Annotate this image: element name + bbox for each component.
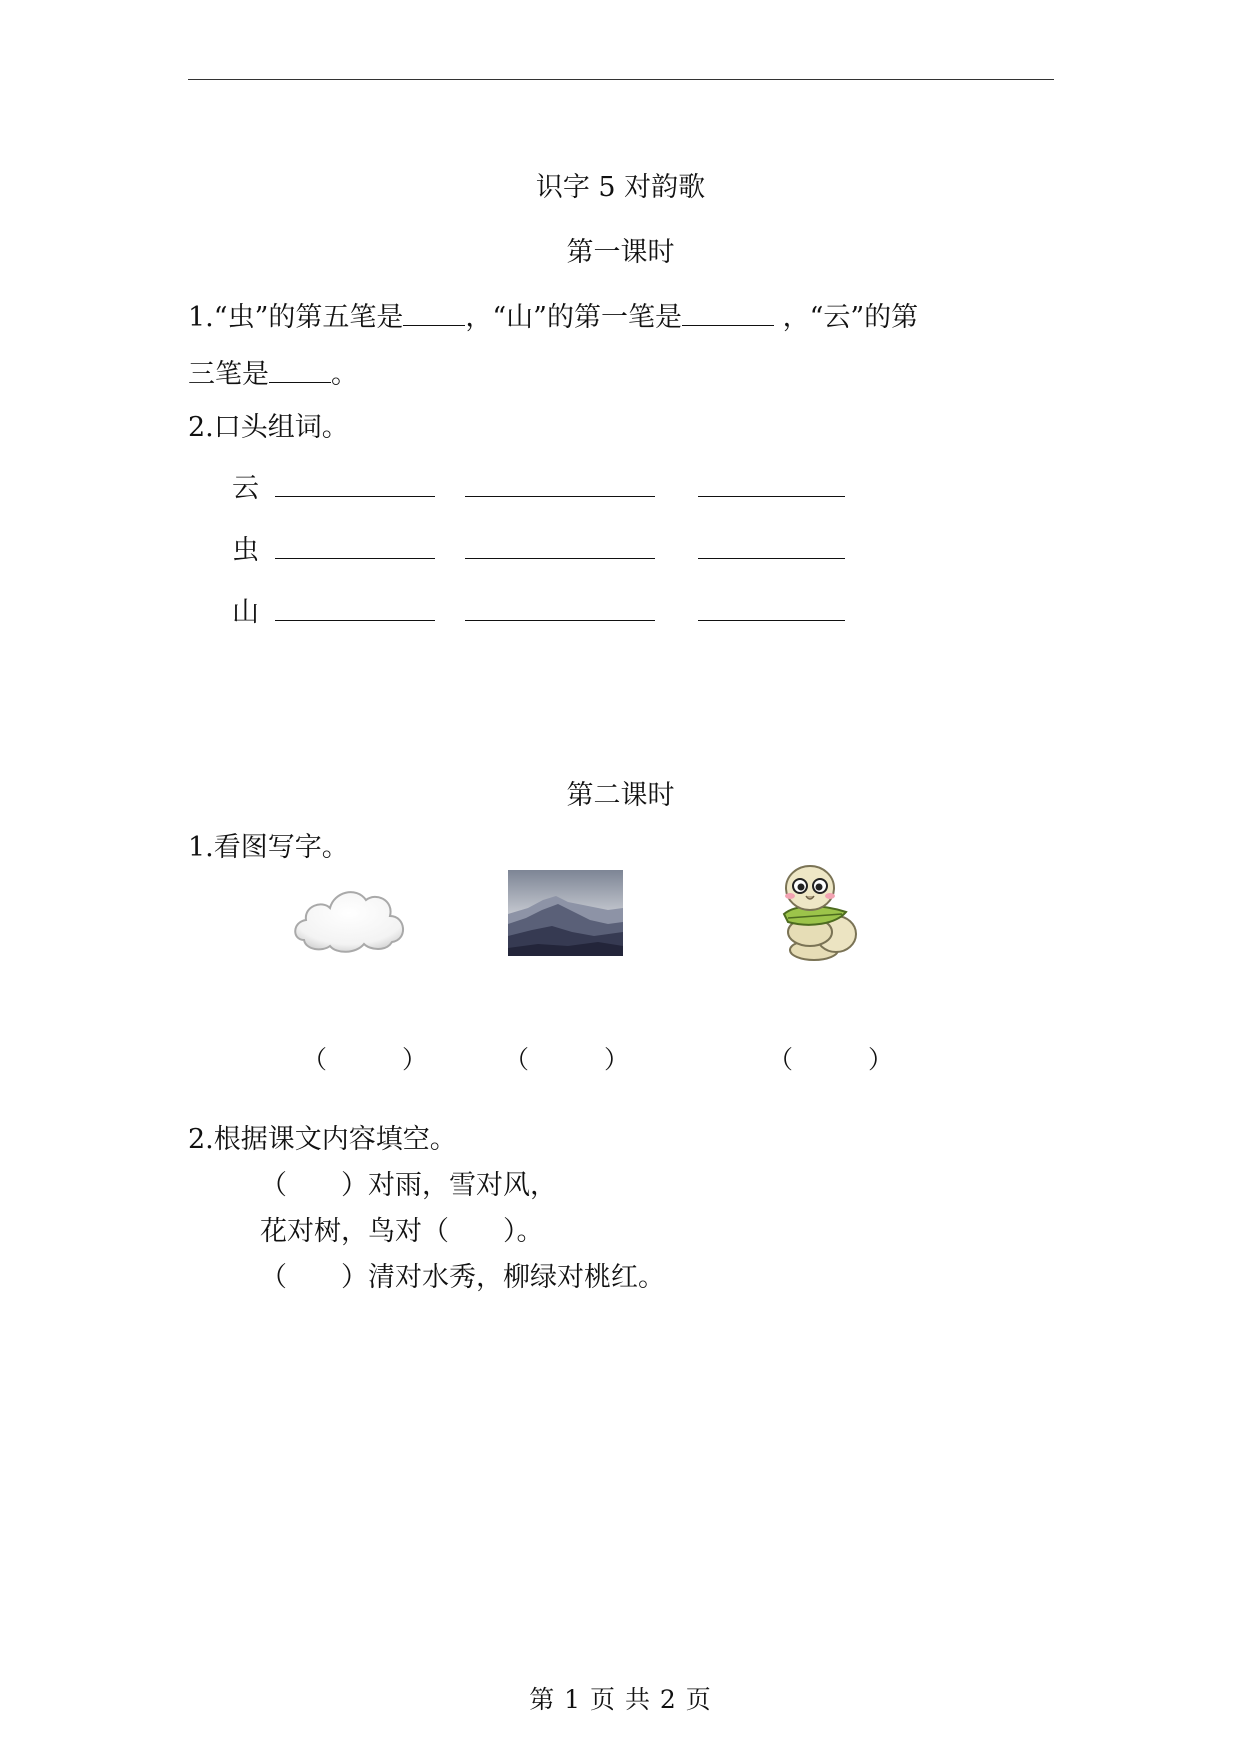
word-blank[interactable] xyxy=(698,620,845,621)
word-blank[interactable] xyxy=(275,496,435,497)
word-blank[interactable] xyxy=(465,496,655,497)
word-blank[interactable] xyxy=(465,558,655,559)
lesson2-q2-label: 2.根据课文内容填空。 xyxy=(188,1124,457,1155)
word-char-chong: 虫 xyxy=(232,535,259,566)
lesson2-q1-label: 1.看图写字。 xyxy=(188,832,349,863)
q1-text-d: 三笔是 xyxy=(188,359,269,390)
lesson1-q1-line1 xyxy=(188,295,918,334)
header-rule xyxy=(188,79,1054,80)
picture-answer-2[interactable]: （ ） xyxy=(504,1045,630,1074)
word-blank[interactable] xyxy=(698,558,845,559)
word-blank[interactable] xyxy=(275,620,435,621)
lesson2-heading: 第二课时 xyxy=(566,780,675,811)
stroke-blank-3[interactable] xyxy=(269,358,331,383)
q1-text-a: 1.“虫”的第五笔是 xyxy=(188,302,404,333)
cloud-picture xyxy=(290,878,410,958)
lesson1-heading: 第一课时 xyxy=(566,237,675,268)
word-blank[interactable] xyxy=(275,558,435,559)
caterpillar-picture xyxy=(770,862,868,962)
stroke-blank-2[interactable] xyxy=(682,301,774,326)
mountain-picture xyxy=(508,870,623,956)
page-footer: 第 1 页 共 2 页 xyxy=(529,1685,712,1714)
lesson1-q1-line2 xyxy=(188,352,358,391)
poem-fill-line-1[interactable]: （ ）对雨，雪对风， xyxy=(260,1170,557,1201)
lesson1-q2-label: 2.口头组词。 xyxy=(188,412,349,443)
poem-fill-line-2[interactable]: 花对树，鸟对（ ）。 xyxy=(260,1216,544,1247)
page-title: 识字 5 对韵歌 xyxy=(535,172,706,203)
picture-answer-3[interactable]: （ ） xyxy=(768,1045,894,1074)
q1-text-b: ，“山”的第一笔是 xyxy=(465,302,682,333)
picture-answer-1[interactable]: （ ） xyxy=(302,1045,428,1074)
stroke-blank-1[interactable] xyxy=(403,301,465,326)
poem-fill-line-3[interactable]: （ ）清对水秀，柳绿对桃红。 xyxy=(260,1262,665,1293)
q1-text-c: ，“云”的第 xyxy=(773,302,919,333)
word-blank[interactable] xyxy=(465,620,655,621)
q1-text-e: 。 xyxy=(331,359,358,390)
word-char-yun: 云 xyxy=(232,473,259,504)
word-blank[interactable] xyxy=(698,496,845,497)
word-char-shan: 山 xyxy=(232,597,259,628)
